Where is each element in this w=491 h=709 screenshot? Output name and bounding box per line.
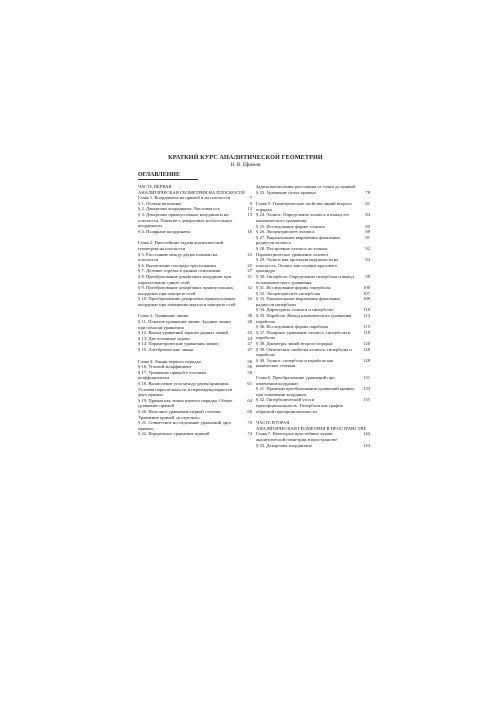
toc-entry-page: 131 [363,375,370,380]
toc-entry-page: 27 [247,268,252,274]
toc-entry-page: 89 [365,229,370,235]
toc-entry[interactable] [256,313,370,324]
toc-entry-title: § 28. Построение эллипса по точкам. Параметрическое уравнение эллипса [256,245,329,257]
toc-entry-page: 25 [247,262,252,268]
toc-part-heading: ЧАСТЬ ПЕРВАЯ [138,184,172,189]
toc-entry-title: § 21. Совместное исследование уравнений двух прямых [138,420,232,431]
toc-entry-title: § 29. Эллипс как проекция окружности на плоскость. Эллипс как сечение кругового цилиндра [256,257,339,274]
toc-entry[interactable] [256,397,370,414]
toc-entry[interactable] [256,274,370,285]
toc-entry-title: § 25. Исследование формы эллипса [256,223,326,229]
toc-entry-title: § 43. Декартовы координаты [256,442,312,448]
toc-entry-page: 12 [247,206,252,212]
toc-entry[interactable] [138,274,252,285]
toc-entry-title: § 33. Рациональные выражения фокальных радиусов гиперболы [256,296,341,307]
toc-entry-title: § 9. Преобразование декартовых прямоугольных координат при повороте осей [138,285,234,296]
toc-entry[interactable] [138,420,252,431]
toc-entry[interactable] [138,212,252,229]
toc-entry-page: 7 [249,195,252,201]
toc-entry-page: 64 [247,397,252,403]
toc-entry[interactable] [138,229,252,235]
toc-entry-title: § 41. Примеры преобразования уравнений кривых при изменении координат [256,386,355,397]
toc-entry-title: § 12. Вывод уравнений заранее данных линий [138,330,228,336]
toc-entry-title: § 18. Вычисление угла между двумя прямыми. Условия параллельности и перпендикулярности двух прямых [138,381,233,398]
toc-entry-title: Глава 5. Геометрические свойства линий второго порядка [256,201,352,212]
toc-entry[interactable] [256,386,370,397]
toc-entry-title: § 3. Декартовы прямоугольные координаты на плоскости. Понятие о декартовых косоугольных координатах [138,211,233,229]
toc-entry-page: 56 [247,364,252,370]
toc-entry-title: Задача вычисления расстояния от точки до прямой [256,184,356,189]
toc-entry-title: Глава 4. Линии первого порядка [138,358,201,364]
toc-entry-title: § 8. Преобразование декартовых координат при параллельном сдвиге осей [138,273,232,285]
toc-entry-page: 31 [247,273,252,279]
toc-entry-title: § 15. Алгебраические линии [138,347,194,353]
toc-entry-page: 66 [247,408,252,414]
toc-entry-title: § 10. Преобразование декартовых прямоугольных координат при изменении начала и повороте осей [138,296,236,307]
toc-entry[interactable] [138,252,252,263]
toc-entry-page: 56 [247,358,252,364]
toc-entry-title: § 14. Параметрические уравнения линии [138,341,218,347]
toc-entry[interactable] [138,319,252,330]
toc-part-heading: АНАЛИТИЧЕСКАЯ ГЕОМЕТРИЯ НА ПЛОСКОСТИ [138,189,245,195]
toc-entry-page: 58 [247,369,252,375]
toc-entry-title: § 31. Исследование формы гиперболы [256,285,331,291]
toc-entry[interactable] [138,409,252,420]
toc-entry-page: 92 [365,245,370,251]
toc-entry-title: Глава 3. Уравнение линии [138,313,189,319]
toc-entry[interactable] [256,257,370,274]
toc-part-heading: ЧАСТЬ ВТОРАЯ [256,420,290,426]
toc-entry-page: 85 [365,223,370,229]
toc-column-right [256,184,370,448]
toc-entry[interactable] [138,296,252,307]
toc-entry-title: § 39. Оптические свойства эллипса, гиперболы и параболы [256,346,352,358]
toc-entry-page: 133 [363,386,370,392]
toc-entry-page: 70 [247,420,252,426]
toc-entry-page: 38 [247,313,252,319]
toc-entry-title: § 26. Эксцентриситет эллипса [256,229,315,235]
book-author: Н. В. Ефимов [230,162,261,168]
toc-entry-title: § 16. Угловой коэффициент [138,364,192,370]
toc-entry-title: § 6. Вычисление площади треугольника [138,262,217,268]
toc-entry-page: 47 [247,341,252,347]
toc-entry[interactable] [256,235,370,246]
toc-entry-page: 47 [247,347,252,353]
toc-entry-title: § 35. Парабола. Вывод канонического уравнения параболы [256,313,352,324]
toc-entry-page: 16 [247,228,252,234]
toc-part-heading: АНАЛИТИЧЕСКАЯ ГЕОМЕТРИЯ В ПРОСТРАНСТВЕ [256,425,367,431]
toc-heading: ОГЛАВЛЕНИЕ [138,172,198,180]
toc-entry-page: 100 [363,285,370,291]
toc-entry[interactable] [256,246,370,257]
toc-entry-page: 23 [247,251,252,257]
toc-entry[interactable] [256,358,370,369]
toc-entry-page: 135 [363,397,370,403]
toc-entry-page: 94 [365,257,370,263]
toc-entry-title: § 1. Осевые величины [138,200,182,206]
toc-entry-title: § 20. Неполное уравнение первой степени. Уравнение прямой «в отрезках» [138,408,222,420]
toc-entry[interactable] [256,296,370,307]
toc-entry[interactable] [256,431,370,442]
toc-entry-title: § 36. Исследование формы параболы [256,324,329,330]
toc-entry-page: 107 [363,290,370,296]
toc-entry-title: § 42. Гиперболический угол и пропорциональность. Гипербола как график обратной пропорциональности [256,397,343,414]
toc-entry-page: 43 [247,330,252,336]
toc-entry-title: Глава 2. Простейшие задачи аналитической геометрии на плоскости [138,240,224,251]
toc-entry[interactable] [256,190,370,196]
toc-entry[interactable] [256,212,370,223]
toc-entry-title: § 11. Понятие уравнения линии. Задание линии при помощи уравнения [138,319,231,330]
toc-entry-page: 113 [363,313,370,319]
toc-entry[interactable] [138,285,252,296]
toc-column-left [138,184,252,437]
toc-entry-page: 74 [247,431,252,437]
toc-entry-title: § 37. Полярное уравнение эллипса, гиперболы и параболы [256,329,351,341]
toc-entry-page: 81 [365,201,370,207]
toc-entry-title: Глава 6. Преобразование уравнений при изменении координат [256,375,335,386]
toc-entry-title: § 40. Эллипс, гипербола и парабола как конические сечения [256,357,334,369]
toc-entry[interactable] [138,240,252,251]
toc-entry-page: 98 [365,273,370,279]
toc-entry-page: 109 [363,296,370,302]
toc-entry-page: 83 [365,212,370,218]
toc-entry[interactable] [256,330,370,341]
toc-entry-page: 110 [363,307,370,313]
toc-entry-title: § 22. Нормальное уравнение прямой [138,431,210,437]
toc-entry[interactable] [138,398,252,409]
toc-entry-title: § 23. Уравнение пучка прямых [256,189,316,195]
toc-entry-page: 33 [247,296,252,302]
toc-entry-title: § 2. Декартовы координаты. Числовая ось [138,206,220,212]
toc-entry-page: 78 [365,189,370,195]
toc-entry-title: § 38. Диаметры линий второго порядка [256,341,333,347]
toc-entry-page: 128 [363,346,370,352]
toc-entry-title: § 19. Прямая как линия первого порядка. Общее уравнение прямой [138,397,233,409]
toc-entry-page: 40 [247,319,252,325]
toc-entry-title: § 30. Гипербола. Определение гиперболы и вывод ее канонического уравнения [256,273,354,285]
toc-entry-title: § 5. Расстояние между двумя точками на плоскости [138,251,218,263]
toc-entry-title: Глава 1. Координаты на прямой и на плоскости [138,195,231,201]
book-title: КРАТКИЙ КУРС АНАЛИТИЧЕСКОЙ ГЕОМЕТРИИ [168,154,323,161]
toc-entry-title: § 4. Полярные координаты [138,228,191,234]
toc-entry[interactable] [138,370,252,381]
toc-entry-title: § 27. Рациональные выражения фокальных радиусов эллипса [256,234,341,246]
toc-entry[interactable] [256,443,370,449]
toc-entry[interactable] [256,375,370,386]
toc-entry-page: 61 [247,381,252,386]
toc-entry-title: § 24. Эллипс. Определение эллипса и вывод его канонического уравнения [256,212,350,223]
toc-entry-page: 143 [363,431,370,437]
toc-entry[interactable] [256,347,370,358]
toc-entry[interactable] [256,201,370,212]
toc-entry-page: 9 [249,200,252,206]
toc-entry-page: 91 [365,234,370,240]
toc-entry-page: 44 [247,335,252,341]
toc-entry-page: 120 [363,341,370,347]
toc-entry-page: 128 [363,357,370,363]
toc-entry-title: § 34. Директрисы эллипса и гиперболы [256,307,333,313]
toc-entry-page: 13 [247,211,252,217]
toc-entry-title: § 7. Деление отрезка в данном отношении [138,268,221,274]
toc-entry-title: § 17. Уравнение прямой с угловым коэффициентом [138,369,206,381]
toc-entry-page: 143 [363,442,370,448]
toc-entry[interactable] [138,381,252,398]
toc-entry-title: § 13. Две основные задачи [138,335,190,341]
toc-entry[interactable] [138,431,252,437]
toc-entry-page: 115 [363,324,370,330]
toc-entry-title: Глава 7. Некоторые простейшие задачи аналитической геометрии в пространстве [256,431,338,442]
toc-entry-page: 118 [363,329,370,335]
toc-entry-title: § 32. Эксцентриситет гиперболы [256,290,321,296]
toc-entry[interactable] [138,347,252,353]
toc-entry-page: 32 [247,285,252,291]
